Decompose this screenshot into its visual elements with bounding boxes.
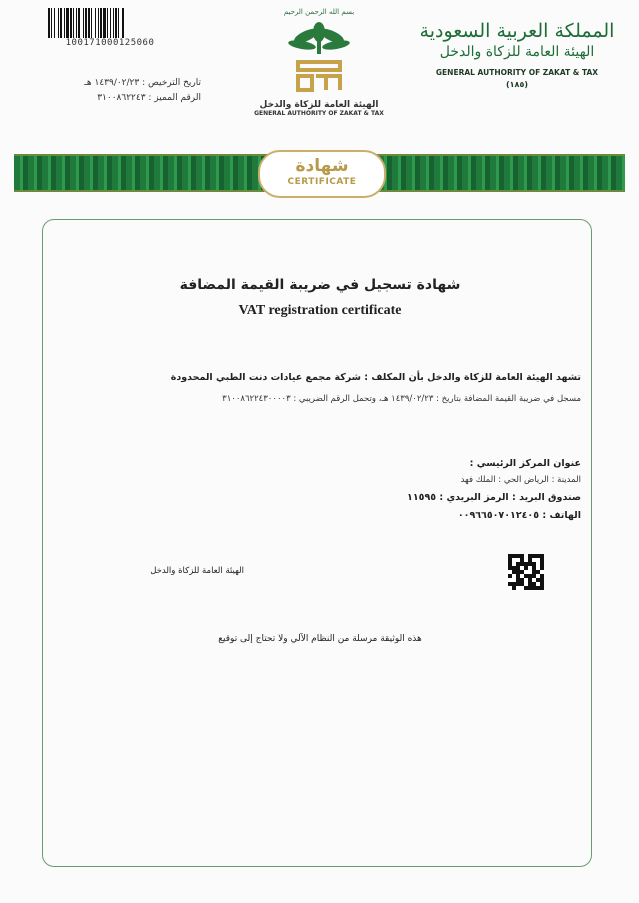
logo-name-en: GENERAL AUTHORITY OF ZAKAT & TAX — [254, 110, 384, 117]
address-heading: عنوان المركز الرئيسي : — [469, 458, 581, 469]
certificate-label — [258, 150, 386, 198]
qr-code-icon — [508, 554, 544, 590]
certificate-title-en: VAT registration certificate — [238, 303, 402, 318]
barcode — [48, 8, 172, 38]
authority-name-en: GENERAL AUTHORITY OF ZAKAT & TAX — [435, 68, 599, 77]
postal-line: صندوق البريد : الرمز البريدي : ١١٥٩٥ — [407, 492, 581, 503]
authority-code: (١٨٥) — [506, 80, 528, 89]
basmala: بسم الله الرحمن الرحيم — [283, 8, 355, 16]
certificate-title-ar: شهادة تسجيل في ضريبة القيمة المضافة — [179, 277, 461, 293]
registration-line: مسجل في ضريبة القيمة المضافة بتاريخ : ١٤٣٩/٠٢/٢٣ هـ، وتحمل الرقم الضريبي : ٣١٠٠٨٦٢٢٤٣٠٠٠٠٣ — [222, 394, 581, 404]
certificate-label-ar: شهادة — [295, 156, 349, 176]
palm-emblem-icon — [284, 18, 354, 96]
authority-name-ar: الهيئة العامة للزكاة والدخل — [439, 44, 595, 60]
license-date: تاريخ الترخيص : ١٤٣٩/٠٢/٢٣ هـ — [84, 78, 201, 88]
authority-footer: الهيئة العامة للزكاة والدخل — [150, 566, 244, 576]
authority-logo — [254, 8, 384, 117]
kingdom-name: المملكة العربية السعودية — [419, 20, 615, 42]
barcode-number: 100171000125060 — [65, 38, 155, 48]
footnote: هذه الوثيقة مرسلة من النظام الآلي ولا تحتاج إلى توقيع — [218, 634, 422, 644]
attest-line: تشهد الهيئة العامة للزكاة والدخل بأن المكلف : شركة مجمع عيادات دنت الطبي المحدودة — [170, 372, 581, 383]
header-right — [417, 20, 617, 89]
logo-name-ar: الهيئة العامة للزكاة والدخل — [259, 100, 379, 110]
certificate-label-en: CERTIFICATE — [287, 177, 357, 187]
distinct-number: الرقم المميز : ٣١٠٠٨٦٢٢٤٣ — [97, 93, 201, 103]
phone-line: الهاتف : ٠٠٩٦٦٥٠٧٠١٢٤٠٥ — [457, 510, 581, 521]
city-line: المدينة : الرياض الحي : الملك فهد — [460, 475, 581, 485]
